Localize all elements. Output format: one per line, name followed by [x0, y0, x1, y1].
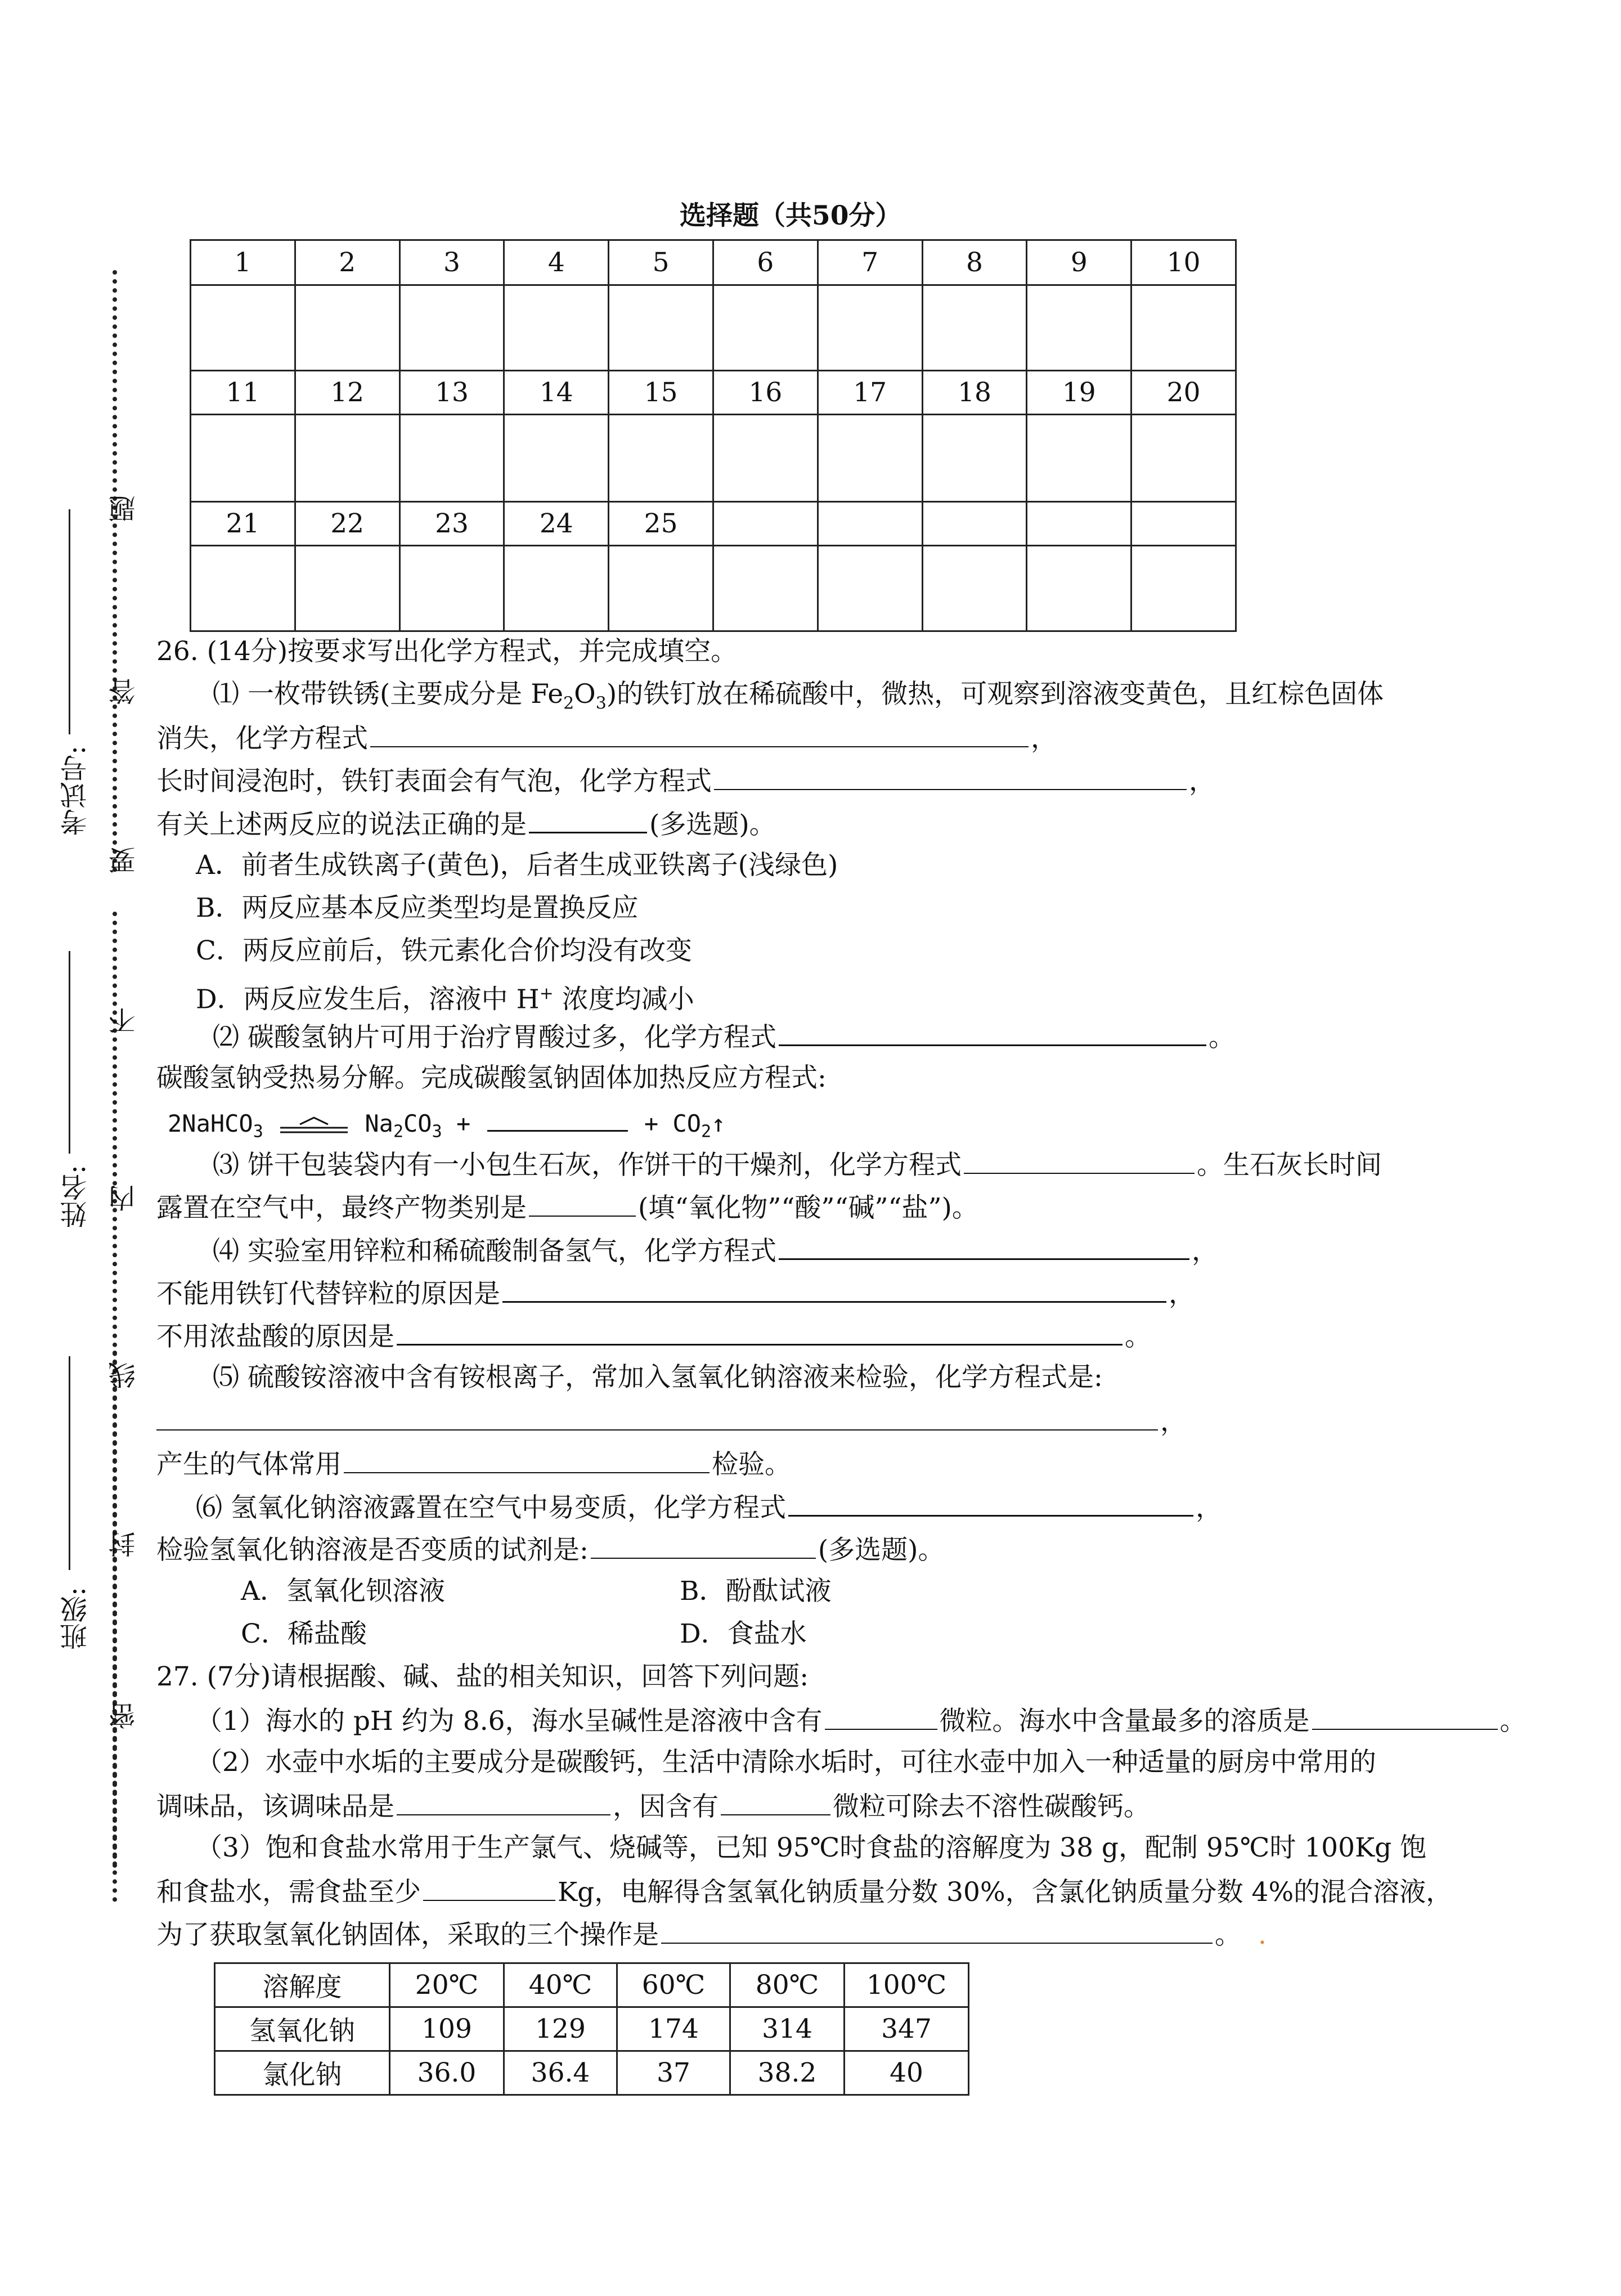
grid-number	[713, 502, 818, 546]
seal-dotted-line	[113, 1351, 122, 1902]
stray-dot: .	[1258, 1920, 1267, 1950]
answer-cell[interactable]	[191, 285, 295, 371]
q26-option-d	[196, 978, 694, 1016]
q26-part6-option-b: B．酚酞试液	[680, 1576, 832, 1607]
answer-cell[interactable]	[1131, 285, 1236, 371]
text: 调味品，该调味品是	[156, 1791, 394, 1822]
seal-char: 线	[109, 1362, 140, 1389]
text: 微粒。海水中含量最多的溶质是	[939, 1706, 1310, 1737]
text: (多选题)。	[818, 1535, 945, 1566]
answer-cell[interactable]	[191, 546, 295, 631]
answer-blank[interactable]	[661, 1918, 1213, 1944]
q26-part5-line3	[156, 1447, 791, 1481]
exam-number-label: 考试号:	[60, 746, 92, 836]
table-header-cell: 80℃	[730, 1963, 845, 2007]
seal-char: 不	[109, 1007, 140, 1034]
table-cell: 314	[730, 2007, 845, 2051]
q26-part4-line3	[156, 1319, 1151, 1353]
answer-cell[interactable]	[818, 415, 922, 502]
q27-part2-line2	[156, 1790, 1150, 1823]
text: 有关上述两反应的说法正确的是	[156, 809, 527, 840]
text: ⑶ 饼干包装袋内有一小包生石灰，作饼干的干燥剂，化学方程式	[213, 1150, 962, 1181]
name-label: 姓名:	[60, 1165, 92, 1228]
answer-cell[interactable]	[1027, 285, 1131, 371]
subscript: 2	[563, 693, 574, 714]
answer-cell[interactable]	[504, 546, 609, 631]
q26-part6-option-a: A．氢氧化钡溶液	[241, 1576, 445, 1607]
text: (填“氧化物”“酸”“碱”“盐”)。	[638, 1192, 978, 1223]
table-cell: 174	[617, 2007, 730, 2051]
q26-option-a: A．前者生成铁离子(黄色)，后者生成亚铁离子(浅绿色)	[196, 850, 838, 881]
grid-number: 13	[399, 371, 504, 415]
q26-part6-line1	[196, 1490, 1222, 1524]
answer-cell[interactable]	[504, 415, 609, 502]
table-header-cell: 20℃	[390, 1963, 504, 2007]
text: 。	[1125, 1321, 1151, 1352]
table-cell: 40	[845, 2051, 969, 2095]
up-arrow-icon: ↑	[711, 1110, 726, 1137]
seal-dotted-line	[113, 270, 122, 872]
answer-cell[interactable]	[713, 546, 818, 631]
seal-char: 封	[109, 1531, 140, 1558]
q26-part4-line1	[213, 1234, 1218, 1267]
grid-number: 15	[609, 371, 713, 415]
answer-blank[interactable]	[779, 1234, 1189, 1260]
text: +	[456, 1110, 471, 1137]
text: O	[574, 679, 596, 710]
subscript: 2	[393, 1122, 404, 1142]
q27-part3-line3	[156, 1918, 1267, 1951]
q27-part1	[196, 1704, 1526, 1737]
seal-char: 答	[109, 678, 140, 705]
table-cell: 36.0	[390, 2051, 504, 2095]
answer-blank[interactable]	[825, 1704, 937, 1730]
seal-char: 题	[109, 495, 140, 522]
grid-number: 18	[922, 371, 1027, 415]
answer-cell[interactable]	[399, 415, 504, 502]
text: Kg，电解得含氢氧化钠质量分数 30%，含氯化钠质量分数 4%的混合溶液，	[558, 1877, 1453, 1908]
answer-blank[interactable]	[779, 1020, 1206, 1046]
grid-number: 14	[504, 371, 609, 415]
text: 2NaHCO	[168, 1110, 253, 1137]
grid-number	[818, 502, 922, 546]
text: CO	[403, 1110, 432, 1137]
grid-number: 10	[1131, 240, 1236, 285]
answer-blank[interactable]	[529, 1191, 636, 1217]
answer-cell[interactable]	[1027, 415, 1131, 502]
text: + CO	[644, 1110, 701, 1137]
class-label: 班级:	[60, 1587, 92, 1651]
text: 微粒可除去不溶性碳酸钙。	[833, 1791, 1150, 1822]
table-cell: 37	[617, 2051, 730, 2095]
grid-number: 9	[1027, 240, 1131, 285]
grid-number: 25	[609, 502, 713, 546]
solubility-table	[214, 1962, 969, 2096]
grid-number: 17	[818, 371, 922, 415]
answer-cell[interactable]	[191, 415, 295, 502]
grid-number: 20	[1131, 371, 1236, 415]
table-cell: 109	[390, 2007, 504, 2051]
seal-char: 要	[109, 847, 140, 874]
answer-cell[interactable]	[818, 285, 922, 371]
q26-heading: 26. (14分)按要求写出化学方程式，并完成填空。	[156, 636, 738, 667]
answer-cell[interactable]	[399, 546, 504, 631]
answer-blank[interactable]	[487, 1105, 628, 1132]
seal-char: 内	[109, 1185, 140, 1212]
answer-grid	[190, 239, 1237, 632]
table-row	[215, 2007, 969, 2051]
text: 检验。	[712, 1449, 791, 1480]
grid-number: 2	[295, 240, 399, 285]
answer-blank[interactable]	[591, 1533, 816, 1559]
heat-equals-icon	[277, 1114, 351, 1137]
name-line	[69, 951, 70, 1154]
grid-number: 12	[295, 371, 399, 415]
answer-cell[interactable]	[1027, 546, 1131, 631]
grid-number: 21	[191, 502, 295, 546]
q27-part2-line1: （2）水壶中水垢的主要成分是碳酸钙，生活中清除水垢时，可往水壶中加入一种适量的厨房中常用的	[196, 1747, 1376, 1778]
subscript: 2	[701, 1122, 712, 1142]
answer-blank[interactable]	[1312, 1704, 1498, 1730]
text: ⑹ 氢氧化钠溶液露置在空气中易变质，化学方程式	[196, 1492, 786, 1523]
q26-option-c: C．两反应前后，铁元素化合价均没有改变	[196, 935, 692, 966]
grid-number	[1131, 502, 1236, 546]
text: （1）海水的 pH 约为 8.6，海水呈碱性是溶液中含有	[196, 1706, 823, 1737]
answer-cell[interactable]	[922, 415, 1027, 502]
subscript: 3	[253, 1122, 263, 1142]
superscript: +	[539, 984, 554, 1003]
answer-cell[interactable]	[713, 285, 818, 371]
seal-char: 密	[109, 1702, 140, 1729]
subscript: 3	[432, 1122, 442, 1142]
answer-blank[interactable]	[502, 1276, 1166, 1303]
q26-part3-line2	[156, 1191, 978, 1224]
text: ⑵ 碳酸氢钠片可用于治疗胃酸过多，化学方程式	[213, 1022, 776, 1053]
table-header-cell: 40℃	[504, 1963, 617, 2007]
table-cell: 氯化钠	[215, 2051, 390, 2095]
answer-cell[interactable]	[504, 285, 609, 371]
grid-number	[922, 502, 1027, 546]
table-cell: 38.2	[730, 2051, 845, 2095]
table-header-cell: 100℃	[845, 1963, 969, 2007]
text: ，	[1169, 1279, 1195, 1310]
answer-cell[interactable]	[1131, 415, 1236, 502]
answer-blank[interactable]	[344, 1447, 710, 1473]
table-header-cell: 溶解度	[215, 1963, 390, 2007]
text: 不能用铁钉代替锌粒的原因是	[156, 1279, 500, 1310]
grid-number-row	[191, 502, 1236, 546]
q27-part3-line2	[156, 1875, 1452, 1908]
answer-cell[interactable]	[922, 285, 1027, 371]
q26-part1-line3	[156, 764, 1215, 797]
text: ，	[1191, 1236, 1218, 1267]
q26-part5-line1: ⑸ 硫酸铵溶液中含有铵根离子，常加入氢氧化钠溶液来检验，化学方程式是:	[213, 1362, 1103, 1393]
grid-answer-row	[191, 546, 1236, 631]
text: )的铁钉放在稀硫酸中，微热，可观察到溶液变黄色，且红棕色固体	[606, 679, 1384, 710]
answer-cell[interactable]	[818, 546, 922, 631]
choice-title: 选择题（共50分）	[680, 200, 902, 231]
class-line	[69, 1356, 70, 1570]
table-cell: 347	[845, 2007, 969, 2051]
text: 。	[1499, 1706, 1526, 1737]
text: 不用浓盐酸的原因是	[156, 1321, 394, 1352]
table-row	[215, 2051, 969, 2095]
answer-cell[interactable]	[713, 415, 818, 502]
text: 浓度均减小	[553, 984, 694, 1015]
answer-blank[interactable]	[529, 807, 647, 833]
q27-heading: 27. (7分)请根据酸、碱、盐的相关知识，回答下列问题:	[156, 1661, 809, 1692]
grid-number: 5	[609, 240, 713, 285]
text: D．两反应发生后，溶液中 H	[196, 984, 540, 1015]
q26-part1-line2	[156, 721, 1057, 755]
text: ⑴ 一枚带铁锈(主要成分是 Fe	[213, 679, 564, 710]
answer-cell[interactable]	[295, 285, 399, 371]
grid-number: 1	[191, 240, 295, 285]
grid-number: 23	[399, 502, 504, 546]
q26-part4-line2	[156, 1276, 1195, 1310]
grid-answer-row	[191, 415, 1236, 502]
table-header-cell: 60℃	[617, 1963, 730, 2007]
q26-part2-line2: 碳酸氢钠受热易分解。完成碳酸氢钠固体加热反应方程式:	[156, 1062, 827, 1093]
answer-blank[interactable]	[788, 1490, 1193, 1517]
q26-part6-line2	[156, 1533, 945, 1566]
grid-answer-row	[191, 285, 1236, 371]
q26-part6-option-d: D．食盐水	[680, 1618, 807, 1649]
exam-number-line	[69, 509, 70, 734]
grid-number: 19	[1027, 371, 1131, 415]
answer-blank[interactable]	[370, 721, 1029, 747]
answer-cell[interactable]	[1131, 546, 1236, 631]
text: ，因含有	[613, 1791, 719, 1822]
grid-number: 6	[713, 240, 818, 285]
answer-cell[interactable]	[609, 415, 713, 502]
text: 和食盐水，需食盐至少	[156, 1877, 421, 1908]
q26-part6-option-c: C．稀盐酸	[241, 1618, 367, 1649]
table-cell: 36.4	[504, 2051, 617, 2095]
text: ，	[1189, 766, 1215, 797]
answer-blank[interactable]	[964, 1148, 1195, 1174]
grid-number: 4	[504, 240, 609, 285]
grid-number: 7	[818, 240, 922, 285]
q26-part5-line2	[156, 1405, 1187, 1438]
answer-blank[interactable]	[714, 764, 1187, 790]
grid-number: 11	[191, 371, 295, 415]
answer-cell[interactable]	[609, 546, 713, 631]
answer-cell[interactable]	[609, 285, 713, 371]
answer-blank[interactable]	[397, 1790, 610, 1815]
answer-blank[interactable]	[397, 1319, 1122, 1346]
grid-number: 16	[713, 371, 818, 415]
table-cell: 129	[504, 2007, 617, 2051]
text: 。	[1215, 1920, 1241, 1950]
text: 长时间浸泡时，铁钉表面会有气泡，化学方程式	[156, 766, 712, 797]
text: ，	[1160, 1406, 1187, 1437]
text: 为了获取氢氧化钠固体，采取的三个操作是	[156, 1920, 659, 1950]
answer-blank[interactable]	[423, 1875, 555, 1901]
answer-cell[interactable]	[399, 285, 504, 371]
answer-blank[interactable]	[156, 1405, 1158, 1430]
grid-number: 3	[399, 240, 504, 285]
text: ⑷ 实验室用锌粒和稀硫酸制备氢气，化学方程式	[213, 1236, 776, 1267]
text: 。生石灰长时间	[1196, 1150, 1382, 1181]
answer-blank[interactable]	[721, 1790, 830, 1815]
text: 产生的气体常用	[156, 1449, 342, 1480]
text: 消失，化学方程式	[156, 723, 368, 754]
table-header-row	[215, 1963, 969, 2007]
text: 检验氢氧化钠溶液是否变质的试剂是:	[156, 1535, 589, 1566]
q27-part3-line1: （3）饱和食盐水常用于生产氯气、烧碱等，已知 95℃时食盐的溶解度为 38 g，配制 95℃时 100Kg 饱	[196, 1832, 1427, 1863]
subscript: 3	[595, 693, 607, 714]
grid-number: 22	[295, 502, 399, 546]
table-cell: 氢氧化钠	[215, 2007, 390, 2051]
q26-equation	[168, 1105, 725, 1147]
grid-number: 24	[504, 502, 609, 546]
text: (多选题)。	[649, 809, 776, 840]
grid-number-row	[191, 240, 1236, 285]
grid-number-row	[191, 371, 1236, 415]
answer-cell[interactable]	[295, 415, 399, 502]
q26-part1-line4	[156, 807, 776, 841]
answer-cell[interactable]	[922, 546, 1027, 631]
text: 露置在空气中，最终产物类别是	[156, 1192, 527, 1223]
grid-number: 8	[922, 240, 1027, 285]
grid-number	[1027, 502, 1131, 546]
answer-cell[interactable]	[295, 546, 399, 631]
q26-part1-line1	[213, 679, 1384, 719]
q26-option-b: B．两反应基本反应类型均是置换反应	[196, 893, 639, 923]
text: Na	[365, 1110, 393, 1137]
text: ，	[1031, 723, 1057, 754]
q26-part2-line1	[213, 1020, 1235, 1053]
q26-part3-line1	[213, 1148, 1382, 1181]
text: ，	[1195, 1492, 1222, 1523]
text: 。	[1208, 1022, 1235, 1053]
